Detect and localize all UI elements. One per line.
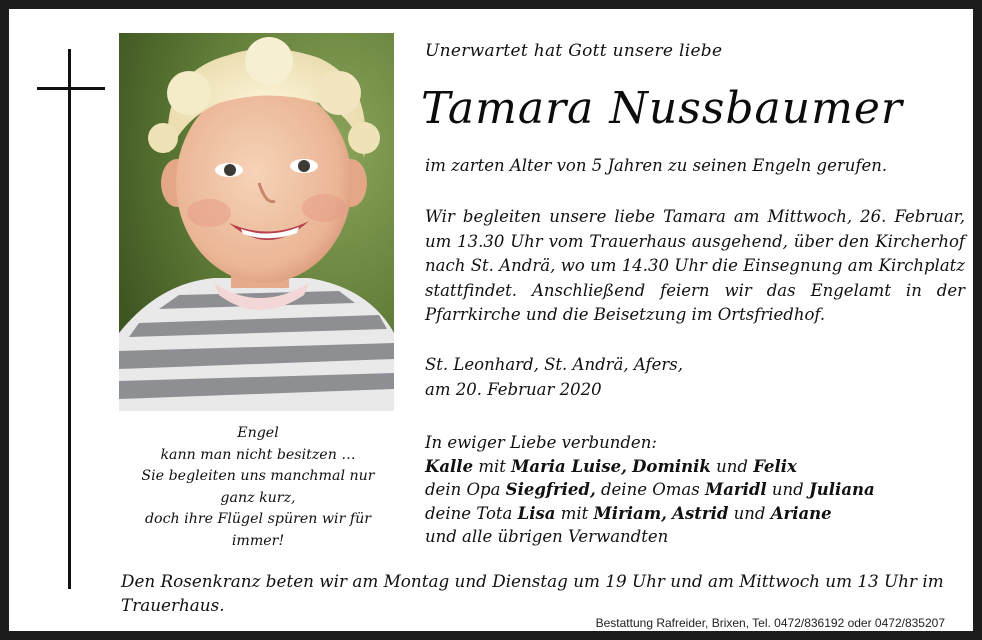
- place-and-date: [425, 353, 683, 402]
- mourners-row: Kalle mit Maria Luise, Dominik und Felix: [425, 456, 797, 476]
- mourners-row: deine Tota Lisa mit Miriam, Astrid und Ariane: [425, 503, 832, 523]
- poem: [117, 423, 399, 552]
- deceased-name: Tamara Nussbaumer: [421, 83, 903, 134]
- poem-line: Engel: [237, 425, 279, 441]
- funeral-details-paragraph: Wir begleiten unsere liebe Tamara am Mittwoch, 26. Februar, um 13.30 Uhr vom Trauerhaus ausgehend, über den Kircherhof nach St. Andrä, wo um 14.30 Uhr die Einsegnung am Kirchplatz stattfindet. Anschließend feiern wir das Engelamt in der Pfarrkirche und die Beisetzung im Ortsfriedhof.: [425, 207, 965, 324]
- poem-line: ganz kurz,: [220, 489, 296, 506]
- rosary-notice: Den Rosenkranz beten wir am Montag und Dienstag um 19 Uhr und am Mittwoch um 13 Uhr im Trauerhaus.: [121, 571, 944, 615]
- poem-line: Sie begleiten uns manchmal nur: [141, 468, 375, 484]
- poem-line: immer!: [231, 532, 285, 549]
- mourners-row: dein Opa Siegfried, deine Omas Maridl und Juliana: [425, 480, 875, 499]
- announcement-paragraph: im zarten Alter von 5 Jahren zu seinen Engeln gerufen.: [425, 156, 888, 175]
- funeral-home-contact: Bestattung Rafreider, Brixen, Tel. 0472/836192 oder 0472/835207: [595, 616, 945, 630]
- mourners-heading: In ewiger Liebe verbunden:: [425, 433, 657, 452]
- place-line: St. Leonhard, St. Andrä, Afers,: [425, 355, 683, 374]
- poem-line: kann man nicht besitzen …: [160, 446, 356, 463]
- poem-line: doch ihre Flügel spüren wir für: [144, 511, 372, 527]
- portrait-photo: [119, 33, 394, 411]
- intro-text: Unerwartet hat Gott unsere liebe: [425, 41, 723, 61]
- date-line: am 20. Februar 2020: [425, 379, 602, 399]
- mourners-row: und alle übrigen Verwandten: [425, 527, 669, 546]
- mourners-list: [425, 431, 970, 549]
